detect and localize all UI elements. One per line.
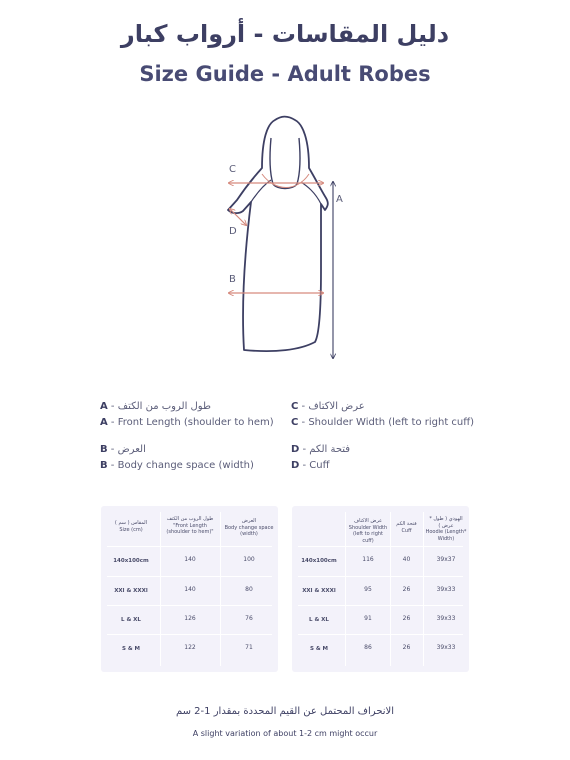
legend-b-english: B - Body change space (width) — [100, 460, 254, 471]
table-cell: 26 — [402, 644, 411, 651]
table-cell: 140 — [184, 556, 196, 563]
legend-c-arabic: C - عرض الاكتاف — [291, 401, 365, 412]
table-cell: 122 — [184, 644, 196, 651]
variation-note-arabic: الانحراف المحتمل عن القيم المحددة بمقدار 1-2 سم — [175, 706, 395, 717]
table-cell: 26 — [402, 615, 411, 622]
table-row-size: XXl & XXXl — [114, 588, 148, 594]
table-cell: 126 — [184, 615, 196, 622]
legend-a-arabic: A - طول الروب من الكتف — [100, 401, 211, 412]
header-cuff: فتحة الكم Cuff — [396, 521, 417, 534]
table-cell: 39x33 — [436, 586, 456, 593]
table-cell: 86 — [364, 644, 372, 651]
page-title: Size Guide - Adult Robes — [139, 62, 431, 86]
table-cell: 80 — [245, 586, 253, 593]
legend-d-arabic: D - فتحة الكم — [291, 444, 351, 455]
table-row-size: 140x100cm — [113, 558, 149, 564]
legend-a-english: A - Front Length (shoulder to hem) — [100, 417, 274, 428]
table-cell: 39x33 — [436, 615, 456, 622]
table-row-size: XXl & XXXl — [302, 588, 336, 594]
table-cell: 71 — [245, 644, 253, 651]
table-cell: 39x33 — [436, 644, 456, 651]
table-cell: 95 — [364, 586, 372, 593]
table-cell: 26 — [402, 586, 411, 593]
label-c: C — [229, 164, 236, 175]
table-row-size: S & M — [309, 646, 329, 652]
table-row-size: L & XL — [309, 617, 329, 623]
page-title-arabic: دليل المقاسات - أرواب كبار — [120, 20, 450, 48]
table-cell: 39x37 — [436, 556, 456, 563]
robe-outline — [228, 117, 328, 352]
table-cell: 40 — [402, 556, 411, 563]
label-a: A — [336, 194, 343, 205]
header-shoulder-width: عرض الاكتاف Shoulder Width (left to right cuff) — [348, 518, 388, 544]
header-front-length: طول الروب من الكتف "Front Length (shoulder to hem)" — [166, 516, 214, 535]
table-cell: 100 — [243, 556, 255, 563]
header-width: العرض Body change space (width) — [224, 518, 274, 537]
table-cell: 140 — [184, 586, 196, 593]
legend-c-english: C - Shoulder Width (left to right cuff) — [291, 417, 475, 428]
legend-d-english: D - Cuff — [291, 460, 330, 471]
robe-diagram — [215, 110, 365, 365]
table-row-size: L & XL — [121, 617, 141, 623]
label-d: D — [229, 226, 237, 237]
size-table-right — [292, 506, 469, 672]
table-row-size: S & M — [121, 646, 141, 652]
table-cell: 76 — [245, 615, 253, 622]
header-size: المقاس ( سم ) Size (cm) — [114, 520, 148, 533]
table-cell: 91 — [364, 615, 372, 622]
hood-opening — [270, 138, 300, 189]
variation-note: A slight variation of about 1-2 cm might occur — [192, 729, 378, 738]
table-row-size: 140x100cm — [301, 558, 337, 564]
legend-b-arabic: B - العرض — [100, 444, 146, 455]
header-hoodie: الهودي ( طول * عرض ) Hoodie (Length* Width) — [425, 516, 467, 542]
table-cell: 116 — [362, 556, 374, 563]
size-table-left — [101, 506, 278, 672]
label-b: B — [229, 274, 236, 285]
